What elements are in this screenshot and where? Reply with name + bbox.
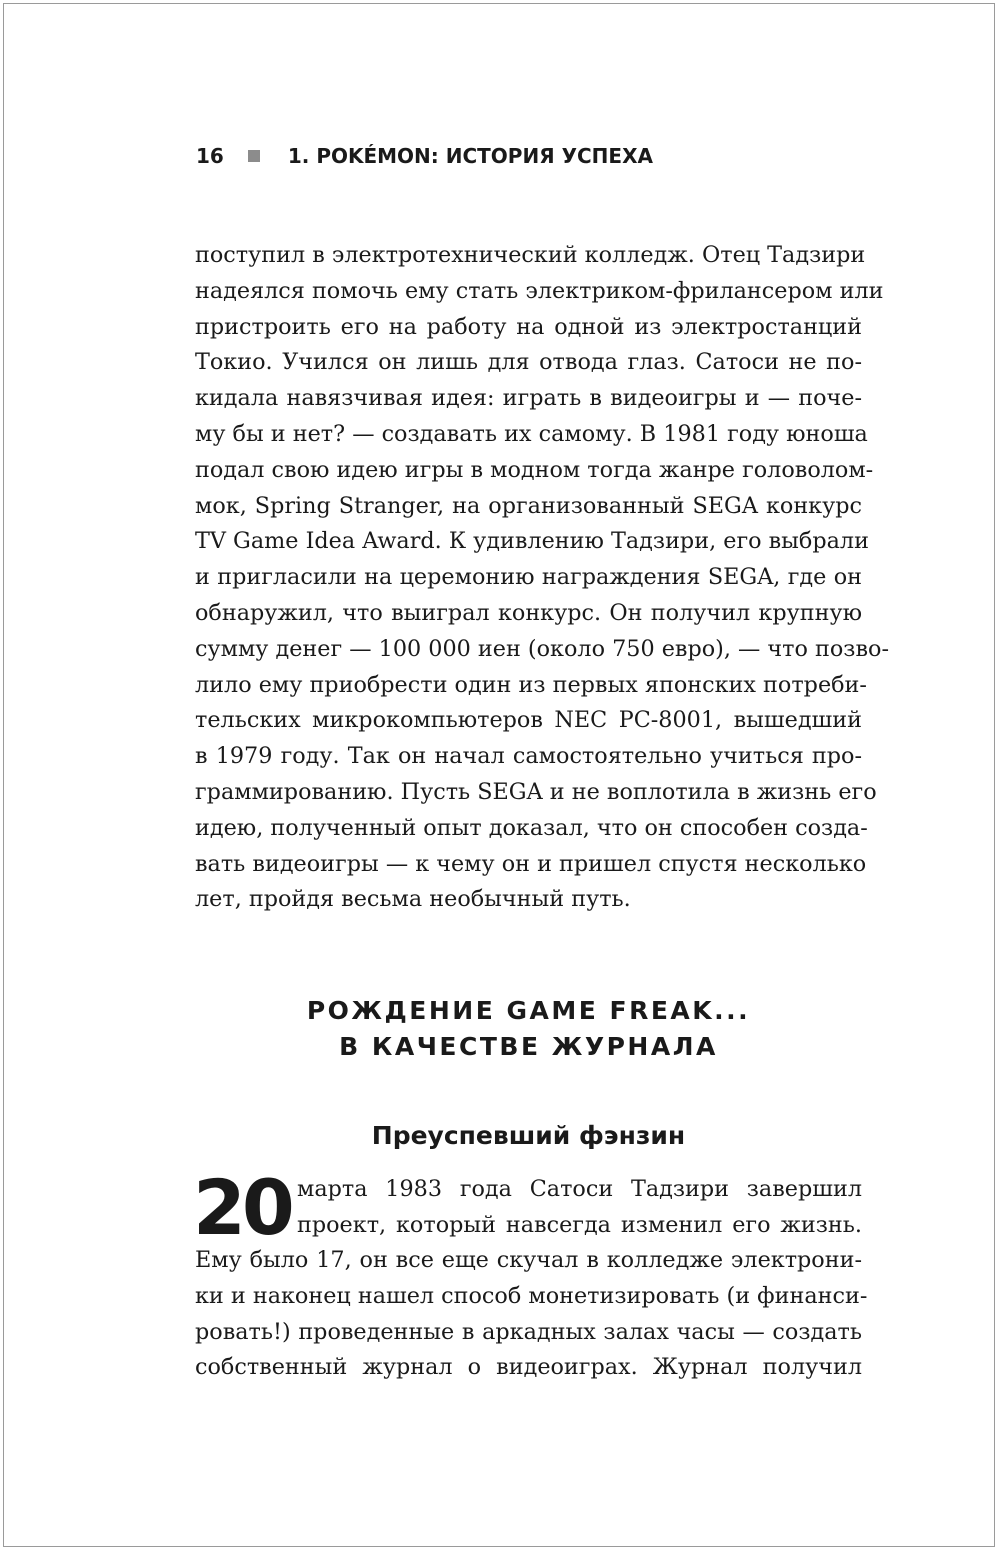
text-line: подал свою идею игры в модном тогда жанре головолом- [195,456,874,483]
text-line: в 1979 году. Так он начал самостоятельно учиться про- [195,743,862,770]
chapter-title: 1. POKÉMON: ИСТОРИЯ УСПЕХА [287,144,653,168]
drop-cap: 20 [193,1163,291,1252]
text-line: кидала навязчивая идея: играть в видеоигры и — поче- [195,385,862,412]
sub-heading: Преуспевший фэнзин [371,1121,686,1150]
text-line: поступил в электротехнический колледж. Отец Тадзири [195,242,866,268]
section-heading-line: В КАЧЕСТВЕ ЖУРНАЛА [339,1032,718,1061]
text-line: надеялся помочь ему стать электриком-фрилансером или [195,277,884,304]
text-line: TV Game Idea Award. К удивлению Тадзири, его выбрали [195,528,869,555]
section-heading [195,993,862,1065]
running-head [196,144,653,168]
paragraph-2-dropcap-lines [297,1172,862,1244]
text-line: граммированию. Пусть SEGA и не воплотила в жизнь его [195,778,877,805]
text-line: вать видеоигры — к чему он и пришел спустя несколько [195,850,867,877]
text-line: собственный журнал о видеоиграх. Журнал получил [195,1354,862,1381]
paragraph-1 [195,238,889,918]
text-line: обнаружил, что выиграл конкурс. Он получил крупную [195,599,862,626]
paragraph-2 [195,1243,868,1386]
square-separator-icon [248,150,260,162]
text-line: му бы и нет? — создавать их самому. В 1981 году юноша [195,420,868,447]
text-line: проект, который навсегда изменил его жизнь. [297,1211,862,1238]
text-line: ки и наконец нашел способ монетизировать (и финанси- [195,1282,868,1309]
text-line: ровать!) проведенные в аркадных залах часы — создать [195,1318,862,1345]
text-line: идею, полученный опыт доказал, что он способен созда- [195,814,868,841]
text-line: Токио. Учился он лишь для отвода глаз. Сатоси не по- [195,349,862,376]
section-heading-line: РОЖДЕНИЕ GAME FREAK... [306,996,751,1025]
text-line: тельских микрокомпьютеров NEC PC-8001, вышедший [195,707,862,734]
text-line: пристроить его на работу на одной из электростанций [195,313,862,340]
text-line: и пригласили на церемонию награждения SEGA, где он [195,564,862,591]
text-line: марта 1983 года Сатоси Тадзири завершил [297,1176,862,1202]
text-line: лило ему приобрести один из первых японских потреби- [195,671,867,698]
text-line: сумму денег — 100 000 иен (около 750 евро), — что позво- [195,635,889,662]
text-line: мок, Spring Stranger, на организованный SEGA конкурс [195,492,862,519]
text-line: Ему было 17, он все еще скучал в колледже электрони- [195,1247,862,1273]
page-number: 16 [196,144,224,168]
text-line: лет, пройдя весьма необычный путь. [195,886,631,913]
